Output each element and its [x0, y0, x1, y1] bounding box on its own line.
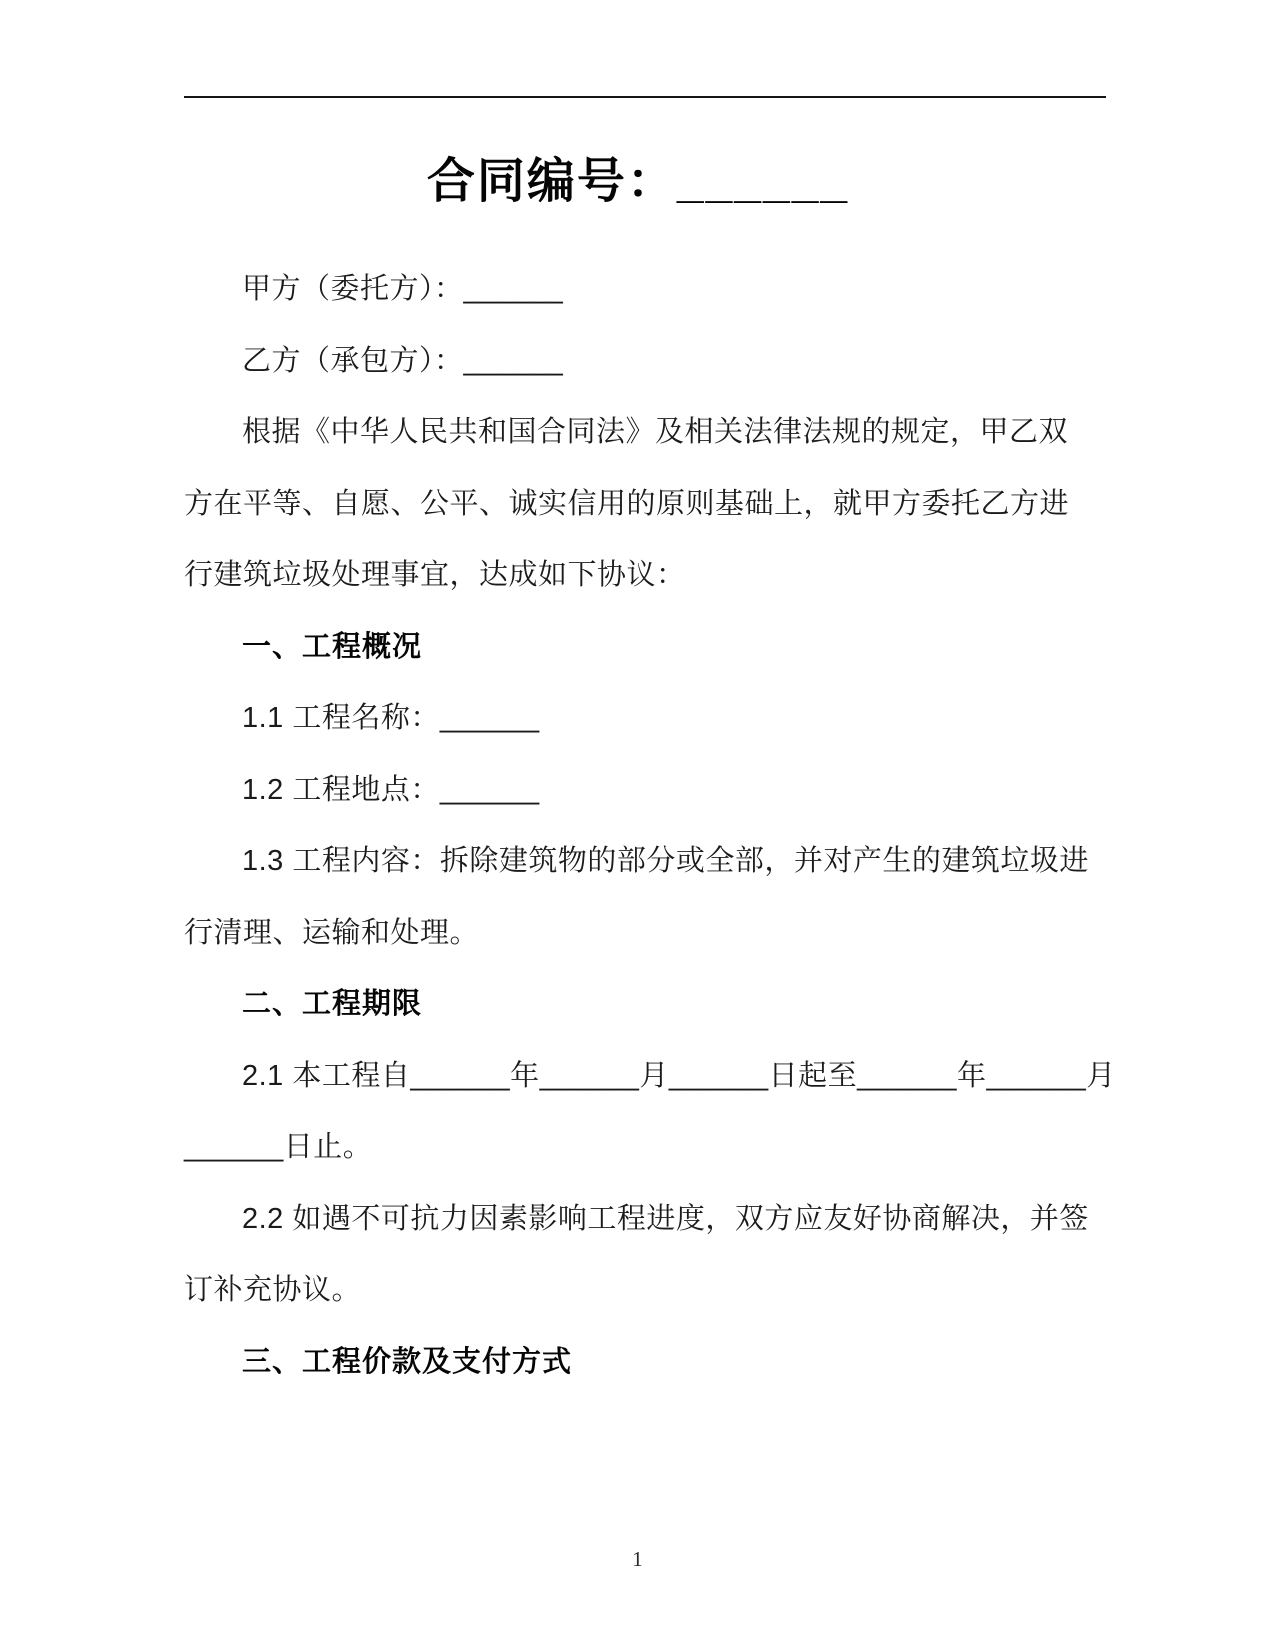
clause-1-3-line-2: 行清理、运输和处理。: [184, 916, 480, 949]
clause-1-3-line-1: 1.3 工程内容：拆除建筑物的部分或全部，并对产生的建筑垃圾进: [242, 845, 1089, 877]
clause-2-2-line-2: 订补充协议。: [184, 1274, 362, 1306]
preamble-line-1: 根据《中华人民共和国合同法》及相关法律法规的规定，甲乙双: [242, 416, 1069, 448]
contract-body: [184, 254, 1134, 1398]
section-3-heading: 三、工程价款及支付方式: [242, 1345, 573, 1378]
contract-number-title: 合同编号：______: [426, 155, 850, 208]
clause-1-1-line: 1.1 工程名称：______: [242, 702, 540, 734]
preamble-line-3: 行建筑垃圾处理事宜，达成如下协议：: [184, 559, 686, 591]
clause-1-2-line: 1.2 工程地点：______: [242, 773, 540, 806]
party-a-line: 甲方（委托方）：______: [242, 273, 564, 305]
party-b-line: 乙方（承包方）：______: [242, 344, 564, 377]
page-number: 1: [632, 1547, 643, 1571]
header-divider-line: [184, 96, 1106, 98]
clause-2-2-line-1: 2.2 如遇不可抗力因素影响工程进度，双方应友好协商解决，并签: [242, 1202, 1089, 1235]
section-2-heading: 二、工程期限: [242, 988, 423, 1020]
section-1-heading: 一、工程概况: [242, 630, 423, 663]
preamble-line-2: 方在平等、自愿、公平、诚实信用的原则基础上，就甲方委托乙方进: [184, 487, 1070, 520]
clause-2-1-line-2: ______日止。: [184, 1131, 373, 1163]
clause-2-1-line-1: 2.1 本工程自______年______月______日起至______年______月: [242, 1059, 1116, 1092]
